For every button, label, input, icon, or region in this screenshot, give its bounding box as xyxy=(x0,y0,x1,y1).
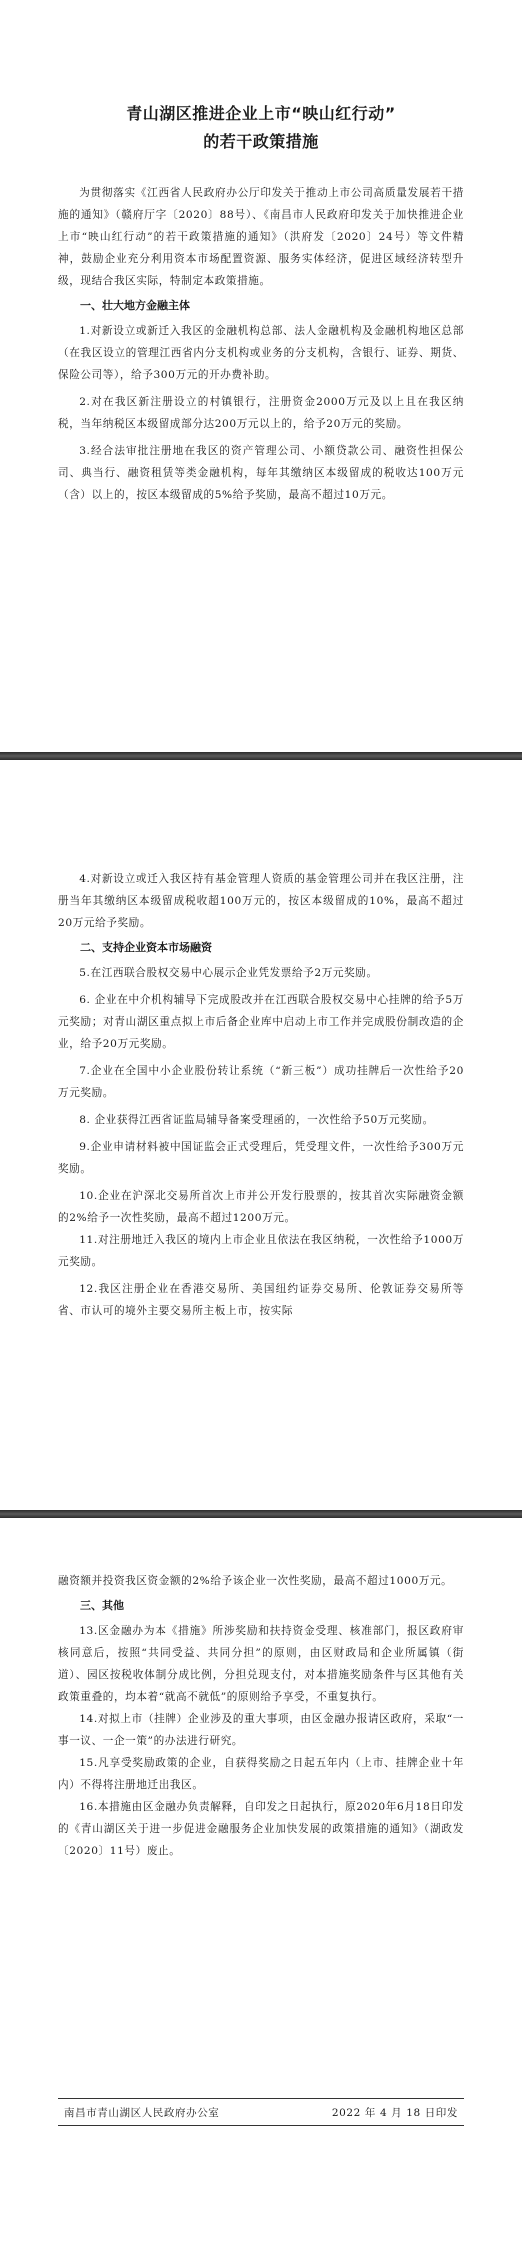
policy-item-3: 3.经合法审批注册地在我区的资产管理公司、小额贷款公司、融资性担保公司、典当行、融资租赁等类金融机构，每年其缴纳区本级留成的税收达100万元（含）以上的，按区本级留成的5%给予奖励，最高不超过10万元。 xyxy=(58,445,464,501)
document-page-1 xyxy=(0,0,522,752)
policy-item-9: 9.企业申请材料被中国证监会正式受理后，凭受理文件，一次性给予300万元奖励。 xyxy=(58,1141,464,1175)
policy-item-15: 15.凡享受奖励政策的企业，自获得奖励之日起五年内（上市、挂牌企业十年内）不得将注册地迁出我区。 xyxy=(58,1757,464,1791)
intro-paragraph: 为贯彻落实《江西省人民政府办公厅印发关于推动上市公司高质量发展若干措施的通知》（赣府厅字〔2020〕88号）、《南昌市人民政府印发关于加快推进企业上市“映山红行动”的若干政策措施的通知》（洪府发〔2020〕24号）等文件精神，鼓励企业充分利用资本市场配置资源、服务实体经济，促进区域经济转型升级，现结合我区实际，特制定本政策措施。 xyxy=(58,187,464,287)
issuing-office: 南昌市青山湖区人民政府办公室 xyxy=(64,2106,220,2119)
section-heading-3: 三、其他 xyxy=(80,1599,124,1612)
title-line-1: 青山湖区推进企业上市“映山红行动” xyxy=(126,104,396,123)
policy-item-11: 11.对注册地迁入我区的境内上市企业且依法在我区纳税，一次性给予1000万元奖励。 xyxy=(58,1234,464,1268)
page-separator xyxy=(0,1510,522,1518)
policy-item-12-part-1: 12.我区注册企业在香港交易所、美国纽约证券交易所、伦敦证券交易所等省、市认可的境外主要交易所主板上市，按实际 xyxy=(58,1283,464,1317)
page-separator xyxy=(0,752,522,760)
title-line-2: 的若干政策措施 xyxy=(203,132,319,151)
policy-item-16: 16.本措施由区金融办负责解释，自印发之日起执行，原2020年6月18日印发的《青山湖区关于进一步促进金融服务企业加快发展的政策措施的通知》（湖政发〔2020〕11号）废止。 xyxy=(58,1801,464,1857)
policy-item-4: 4.对新设立或迁入我区持有基金管理人资质的基金管理公司并在我区注册，注册当年其缴纳区本级留成税收超100万元的，按区本级留成的10%，最高不超过20万元给予奖励。 xyxy=(58,873,464,929)
document-page-2 xyxy=(0,760,522,1510)
policy-item-14: 14.对拟上市（挂牌）企业涉及的重大事项，由区金融办报请区政府，采取“一事一议、一企一策”的办法进行研究。 xyxy=(58,1713,464,1747)
document-title xyxy=(58,100,464,156)
policy-item-10: 10.企业在沪深北交易所首次上市并公开发行股票的，按其首次实际融资金额的2%给予一次性奖励，最高不超过1200万元。 xyxy=(58,1190,464,1224)
section-heading-2: 二、支持企业资本市场融资 xyxy=(80,941,212,954)
policy-item-1: 1.对新设立或新迁入我区的金融机构总部、法人金融机构及金融机构地区总部（在我区设立的管理江西省内分支机构或业务的分支机构，含银行、证券、期货、保险公司等），给予300万元的开办费补助。 xyxy=(58,325,464,381)
issue-date: 2022 年 4 月 18 日印发 xyxy=(331,2106,458,2119)
policy-item-2: 2.对在我区新注册设立的村镇银行，注册资金2000万元及以上且在我区纳税，当年纳税区本级留成部分达200万元以上的，给予20万元的奖励。 xyxy=(58,396,464,430)
policy-item-8: 8. 企业获得江西省证监局辅导备案受理函的，一次性给予50万元奖励。 xyxy=(79,1114,434,1126)
document-page-3 xyxy=(0,1518,522,2258)
policy-item-13: 13.区金融办为本《措施》所涉奖励和扶持资金受理、核准部门，报区政府审核同意后，按照“共同受益、共同分担”的原则，由区财政局和企业所属镇（街道）、园区按税收体制分成比例，分担兑现支付，对本措施奖励条件与区其他有关政策重叠的，均本着“就高不就低”的原则给予享受，不重复执行。 xyxy=(58,1625,464,1703)
policy-item-12-part-2: 融资额并投资我区资金额的2%给予该企业一次性奖励，最高不超过1000万元。 xyxy=(58,1575,453,1587)
section-heading-1: 一、壮大地方金融主体 xyxy=(80,299,190,312)
policy-item-6: 6. 企业在中介机构辅导下完成股改并在江西联合股权交易中心挂牌的给予5万元奖励；对青山湖区重点拟上市后备企业库中启动上市工作并完成股份制改造的企业，给予20万元奖励。 xyxy=(58,994,464,1050)
policy-item-7: 7.企业在全国中小企业股份转让系统（“新三板”）成功挂牌后一次性给予20万元奖励。 xyxy=(58,1065,464,1099)
document-footer xyxy=(58,2098,464,2126)
policy-item-5: 5.在江西联合股权交易中心展示企业凭发票给予2万元奖励。 xyxy=(79,967,378,979)
